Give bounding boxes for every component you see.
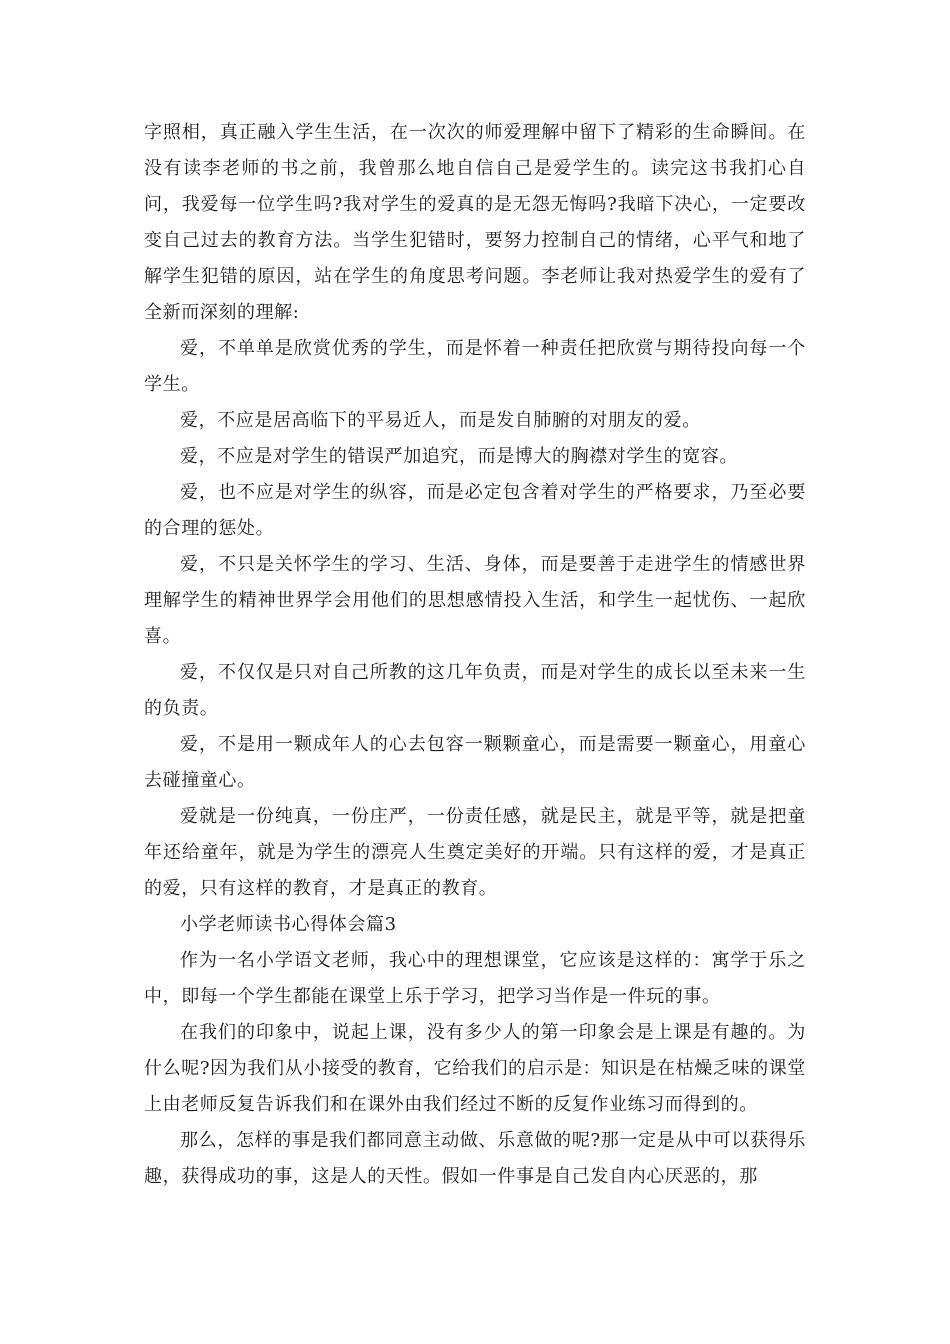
paragraph-5: 爱，也不应是对学生的纵容，而是必定包含着对学生的严格要求，乃至必要的合理的惩处。 [144,482,806,539]
paragraph-2: 爱，不单单是欣赏优秀的学生，而是怀着一种责任把欣赏与期待投向每一个学生。 [144,338,806,395]
paragraph-7: 爱，不仅仅是只对自己所教的这几年负责，而是对学生的成长以至未来一生的负责。 [144,662,806,719]
paragraph-1: 字照相，真正融入学生生活，在一次次的师爱理解中留下了精彩的生命瞬间。在没有读李老师的书之前，我曾那么地自信自己是爱学生的。读完这书我扪心自问，我爱每一位学生吗?我对学生的爱真的是无怨无悔吗?我暗下决心，一定要改变自己过去的教育方法。当学生犯错时，要努力控制自己的情绪，心平气和地了解学生犯错的原因，站在学生的角度思考问题。李老师让我对热爱学生的爱有了全新而深刻的理解: [144,122,806,323]
paragraph-4: 爱，不应是对学生的错误严加追究，而是博大的胸襟对学生的宽容。 [180,446,738,467]
paragraph-9: 爱就是一份纯真，一份庄严，一份责任感，就是民主，就是平等，就是把童年还给童年，就是为学生的漂亮人生奠定美好的开端。只有这样的爱，才是真正的爱，只有这样的教育，才是真正的教育。 [144,806,806,899]
paragraph-10: 作为一名小学语文老师，我心中的理想课堂，它应该是这样的：寓学于乐之中，即每一个学生都能在课堂上乐于学习，把学习当作是一件玩的事。 [144,950,806,1007]
document-body [144,115,806,1195]
paragraph-3: 爱，不应是居高临下的平易近人，而是发自肺腑的对朋友的爱。 [180,410,701,431]
section-heading: 小学老师读书心得体会篇3 [180,914,397,935]
paragraph-12: 那么，怎样的事是我们都同意主动做、乐意做的呢?那一定是从中可以获得乐趣，获得成功的事，这是人的天性。假如一件事是自己发自内心厌恶的，那 [144,1130,806,1187]
paragraph-11: 在我们的印象中，说起上课，没有多少人的第一印象会是上课是有趣的。为什么呢?因为我们从小接受的教育，它给我们的启示是：知识是在枯燥乏味的课堂上由老师反复告诉我们和在课外由我们经过不断的反复作业练习而得到的。 [144,1022,806,1115]
paragraph-8: 爱，不是用一颗成年人的心去包容一颗颗童心，而是需要一颗童心，用童心去碰撞童心。 [144,734,806,791]
paragraph-6: 爱，不只是关怀学生的学习、生活、身体，而是要善于走进学生的情感世界理解学生的精神世界学会用他们的思想感情投入生活，和学生一起忧伤、一起欣喜。 [144,554,806,647]
